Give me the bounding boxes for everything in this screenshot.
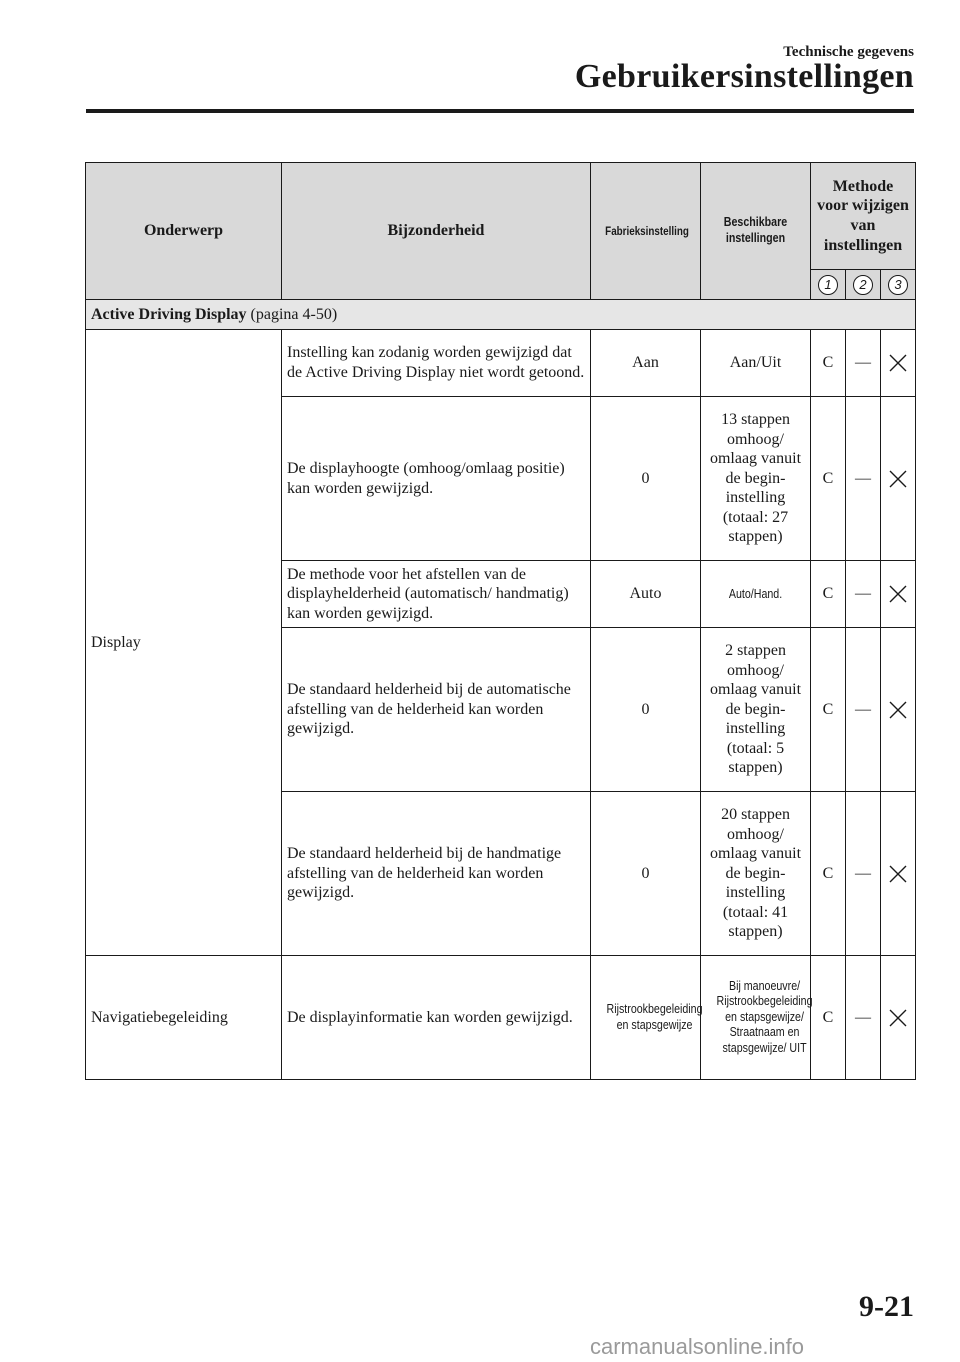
nav-subject: Navigatiebegeleiding (86, 956, 282, 1080)
row-detail: De displayinformatie kan worden gewijzigd. (282, 956, 591, 1080)
row-options: 13 stappen omhoog/ omlaag vanuit de begin- instelling (totaal: 27 stappen) (701, 397, 811, 561)
row-factory: 0 (591, 792, 701, 956)
row-options: 20 stappen omhoog/ omlaag vanuit de begin- instelling (totaal: 41 stappen) (701, 792, 811, 956)
not-available-icon (881, 330, 916, 397)
col-fabrieksinstelling: Fabrieksinstelling (591, 163, 701, 300)
method-1-icon: 1 (811, 270, 846, 300)
row-options: Bij manoeuvre/ Rijstrookbegeleiding en stapsgewijze/ Straatnaam en stapsgewijze/ UIT (701, 956, 811, 1080)
row-factory: Rijstrookbegeleiding en stapsgewijze (591, 956, 701, 1080)
row-method-1: C (811, 397, 846, 561)
method-2-icon: 2 (846, 270, 881, 300)
row-method-2: — (846, 397, 881, 561)
page-number: 9-21 (859, 1290, 914, 1323)
row-method-1: C (811, 561, 846, 628)
row-method-2: — (846, 956, 881, 1080)
row-options: Auto/Hand. (701, 561, 811, 628)
not-available-icon (881, 956, 916, 1080)
method-3-icon: 3 (881, 270, 916, 300)
row-options: Aan/Uit (701, 330, 811, 397)
table-row (86, 956, 916, 1080)
section-title: Active Driving Display (91, 305, 247, 323)
col-bijzonderheid: Bijzonderheid (282, 163, 591, 300)
table-row (86, 330, 916, 397)
row-factory: Auto (591, 561, 701, 628)
row-method-1: C (811, 330, 846, 397)
section-page-ref: (pagina 4-50) (250, 305, 338, 323)
row-method-1: C (811, 956, 846, 1080)
row-factory: 0 (591, 628, 701, 792)
row-detail: De standaard helderheid bij de handmatige afstelling van de helderheid kan worden gewijzigd. (282, 792, 591, 956)
row-method-1: C (811, 792, 846, 956)
page-title: Gebruikersinstellingen (574, 58, 914, 95)
header-rule (86, 109, 914, 113)
not-available-icon (881, 397, 916, 561)
settings-table (85, 162, 916, 1080)
not-available-icon (881, 792, 916, 956)
section-row (86, 300, 916, 330)
row-method-2: — (846, 628, 881, 792)
not-available-icon (881, 628, 916, 792)
row-factory: Aan (591, 330, 701, 397)
row-detail: De displayhoogte (omhoog/omlaag positie) kan worden gewijzigd. (282, 397, 591, 561)
row-method-2: — (846, 561, 881, 628)
row-method-1: C (811, 628, 846, 792)
not-available-icon (881, 561, 916, 628)
row-factory: 0 (591, 397, 701, 561)
row-options: 2 stappen omhoog/ omlaag vanuit de begin- instelling (totaal: 5 stappen) (701, 628, 811, 792)
section-header: Technische gegevens (783, 44, 914, 60)
row-method-2: — (846, 330, 881, 397)
row-detail: De standaard helderheid bij de automatische afstelling van de helderheid kan worden gewijzigd. (282, 628, 591, 792)
row-method-2: — (846, 792, 881, 956)
row-detail: De methode voor het afstellen van de displayhelderheid (automatisch/ handmatig) kan worden gewijzigd. (282, 561, 591, 628)
watermark: carmanualsonline.info (590, 1334, 805, 1359)
row-detail: Instelling kan zodanig worden gewijzigd dat de Active Driving Display niet wordt getoond. (282, 330, 591, 397)
col-methode: Methode voor wijzigen van instellingen (811, 163, 916, 270)
col-onderwerp: Onderwerp (86, 163, 282, 300)
col-beschikbare: Beschikbare instellingen (701, 163, 811, 300)
display-subject: Display (86, 330, 282, 956)
